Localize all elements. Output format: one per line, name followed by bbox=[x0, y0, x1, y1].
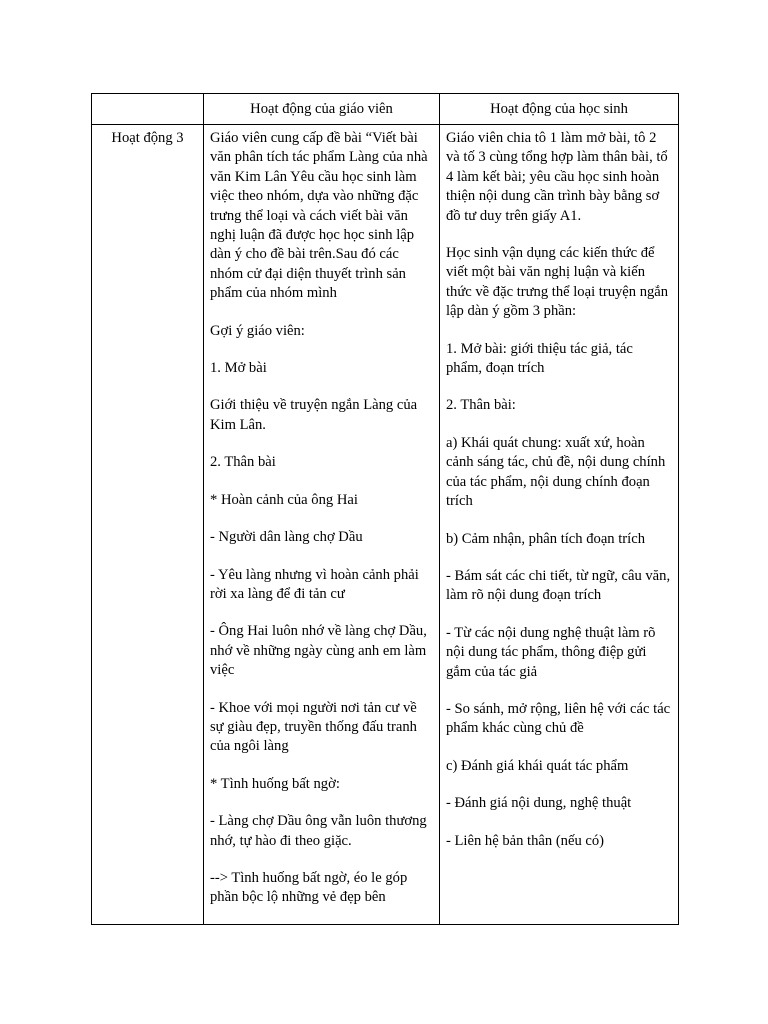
teacher-paragraph: --> Tình huống bất ngờ, éo le góp phần bộc lộ những vẻ đẹp bên bbox=[210, 869, 408, 906]
teacher-paragraph: - Khoe với mọi người nơi tản cư về sự giàu đẹp, truyền thống đấu tranh của ngôi làng bbox=[210, 699, 417, 755]
student-paragraph: 2. Thân bài: bbox=[446, 397, 516, 414]
teacher-paragraph: - Ông Hai luôn nhớ về làng chợ Dầu, nhớ về những ngày cùng anh em làm việc bbox=[210, 623, 427, 679]
student-paragraph: a) Khái quát chung: xuất xứ, hoàn cảnh sáng tác, chủ đề, nội dung chính của tác phẩm, nội dung chính đoạn trích bbox=[446, 434, 666, 510]
student-paragraph: Học sinh vận dụng các kiến thức để viết một bài văn nghị luận và kiến thức về đặc trưng thể loại truyện ngắn lập dàn ý gồm 3 phần: bbox=[446, 245, 669, 320]
teacher-paragraph: * Hoàn cảnh của ông Hai bbox=[210, 491, 358, 508]
student-paragraph: - Bám sát các chi tiết, từ ngữ, câu văn, làm rõ nội dung đoạn trích bbox=[446, 567, 671, 604]
header-row bbox=[92, 94, 679, 125]
teacher-paragraph: - Người dân làng chợ Dầu bbox=[210, 529, 363, 546]
student-content bbox=[446, 129, 672, 921]
teacher-paragraph: * Tình huống bất ngờ: bbox=[210, 775, 340, 792]
table-body bbox=[92, 125, 679, 925]
student-paragraph: - Từ các nội dung nghệ thuật làm rõ nội dung tác phẩm, thông điệp gửi gắm của tác giả bbox=[446, 624, 656, 680]
lesson-activity-table bbox=[91, 93, 679, 925]
teacher-paragraph: - Yêu làng nhưng vì hoàn cảnh phải rời xa làng để đi tản cư bbox=[210, 566, 419, 602]
student-paragraph: Giáo viên chia tô 1 làm mở bài, tô 2 và tố 3 cùng tổng hợp làm thân bài, tổ 4 làm kết bài; yêu cầu học sinh hoàn thiện nội dung cần trình bày bằng sơ đồ tư duy trên giấy A1. bbox=[446, 130, 668, 224]
teacher-paragraph: 1. Mở bài bbox=[210, 360, 267, 377]
teacher-content bbox=[210, 129, 433, 921]
student-paragraph: 1. Mở bài: giới thiệu tác giả, tác phẩm, đoạn trích bbox=[446, 340, 633, 377]
student-activity-cell bbox=[440, 125, 679, 925]
student-paragraph: c) Đánh giá khái quát tác phẩm bbox=[446, 757, 629, 774]
activity-label-cell bbox=[92, 125, 204, 925]
table-row bbox=[92, 125, 679, 925]
activity-label: Hoạt động 3 bbox=[111, 130, 184, 146]
teacher-paragraph: Gợi ý giáo viên: bbox=[210, 322, 305, 339]
teacher-activity-cell bbox=[204, 125, 440, 925]
student-paragraph: - Đánh giá nội dung, nghệ thuật bbox=[446, 795, 632, 812]
teacher-paragraph: 2. Thân bài bbox=[210, 454, 276, 471]
header-cell-empty bbox=[92, 94, 204, 125]
teacher-paragraph: - Làng chợ Dầu ông vẫn luôn thương nhớ, tự hào đi theo giặc. bbox=[210, 813, 427, 849]
header-teacher-activity: Hoạt động của giáo viên bbox=[204, 94, 440, 125]
table-header bbox=[92, 94, 679, 125]
teacher-paragraph: Giới thiệu về truyện ngắn Làng của Kim Lân. bbox=[210, 397, 418, 433]
header-student-activity: Hoạt động của học sinh bbox=[440, 94, 679, 125]
student-paragraph: - So sánh, mở rộng, liên hệ với các tác phẩm khác cùng chủ đề bbox=[446, 700, 671, 737]
teacher-paragraph: Giáo viên cung cấp đề bài “Viết bài văn phân tích tác phẩm Làng của nhà văn Kim Lân Yêu cầu học sinh làm việc theo nhóm, dựa vào những đặc trưng thể loại và cách viết bài văn nghị luận đã được học học sinh lập dàn ý cho đề bài trên.Sau đó các nhóm cử đại diện thuyết trình sản phẩm của nhóm mình bbox=[210, 130, 428, 302]
student-paragraph: b) Cảm nhận, phân tích đoạn trích bbox=[446, 530, 645, 547]
student-paragraph: - Liên hệ bản thân (nếu có) bbox=[446, 832, 605, 849]
